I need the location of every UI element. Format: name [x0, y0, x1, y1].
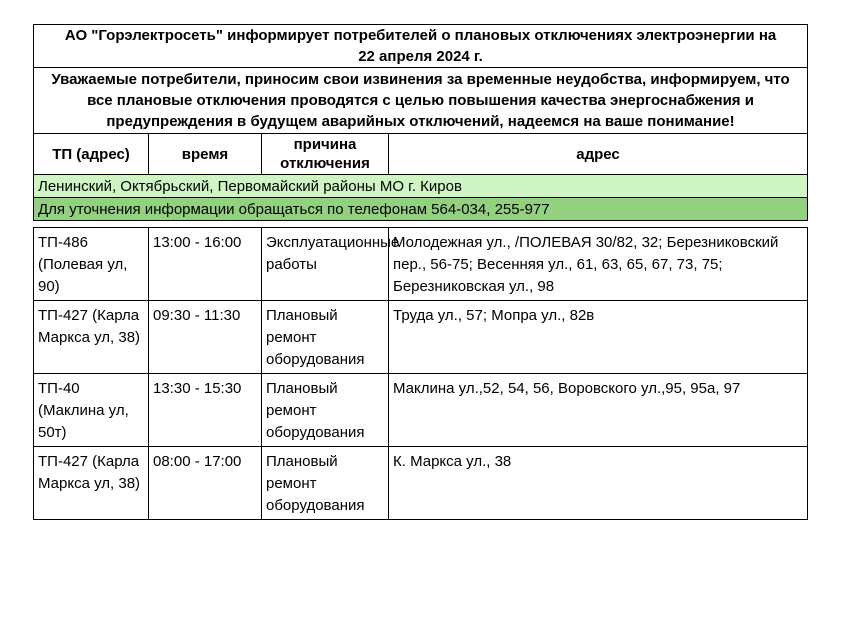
district-row	[34, 175, 808, 198]
tp-cell: ТП-427 (Карла Маркса ул, 38)	[34, 301, 149, 374]
table-row	[34, 301, 808, 374]
time-cell: 09:30 - 11:30	[149, 301, 262, 374]
address-cell: Труда ул., 57; Мопра ул., 82в	[389, 301, 808, 374]
spacer-row	[34, 221, 808, 228]
address-cell: Маклина ул.,52, 54, 56, Воровского ул.,95, 95а, 97	[389, 374, 808, 447]
phone-info: Для уточнения информации обращаться по телефонам 564-034, 255-977	[34, 198, 808, 221]
reason-cell: Плановый ремонт оборудования	[262, 374, 389, 447]
title-line-2: 22 апреля 2024 г.	[358, 48, 483, 65]
column-header-address: адрес	[389, 134, 808, 175]
tp-cell: ТП-40 (Маклина ул, 50т)	[34, 374, 149, 447]
document-title	[34, 25, 808, 68]
district-label: Ленинский, Октябрьский, Первомайский районы МО г. Киров	[34, 175, 808, 198]
time-cell: 08:00 - 17:00	[149, 447, 262, 520]
notice-row	[34, 68, 808, 134]
tp-cell: ТП-486 (Полевая ул, 90)	[34, 228, 149, 301]
title-line-1: АО "Горэлектросеть" информирует потребителей о плановых отключениях электроэнергии на	[64, 27, 777, 44]
time-cell: 13:00 - 16:00	[149, 228, 262, 301]
reason-cell: Плановый ремонт оборудования	[262, 301, 389, 374]
outage-table	[33, 24, 808, 520]
title-row	[34, 25, 808, 68]
address-cell: К. Маркса ул., 38	[389, 447, 808, 520]
reason-cell: Эксплуатационные работы	[262, 228, 389, 301]
address-cell: Молодежная ул., /ПОЛЕВАЯ 30/82, 32; Березниковский пер., 56-75; Весенняя ул., 61, 63, 65, 67, 73, 75; Березниковская ул., 98	[389, 228, 808, 301]
time-cell: 13:30 - 15:30	[149, 374, 262, 447]
phone-row	[34, 198, 808, 221]
column-header-reason: причина отключения	[262, 134, 389, 175]
tp-cell: ТП-427 (Карла Маркса ул, 38)	[34, 447, 149, 520]
column-header-tp: ТП (адрес)	[34, 134, 149, 175]
outage-notice-sheet	[33, 24, 807, 520]
column-header-row	[34, 134, 808, 175]
table-row	[34, 228, 808, 301]
table-row	[34, 374, 808, 447]
apology-notice: Уважаемые потребители, приносим свои извинения за временные неудобства, информируем, что все плановые отключения проводятся с целью повышения качества энергоснабжения и предупреждения в будущем аварийных отключений, надеемся на ваше понимание!	[34, 68, 808, 134]
column-header-time: время	[149, 134, 262, 175]
spacer-cell	[34, 221, 808, 228]
table-row	[34, 447, 808, 520]
reason-cell: Плановый ремонт оборудования	[262, 447, 389, 520]
